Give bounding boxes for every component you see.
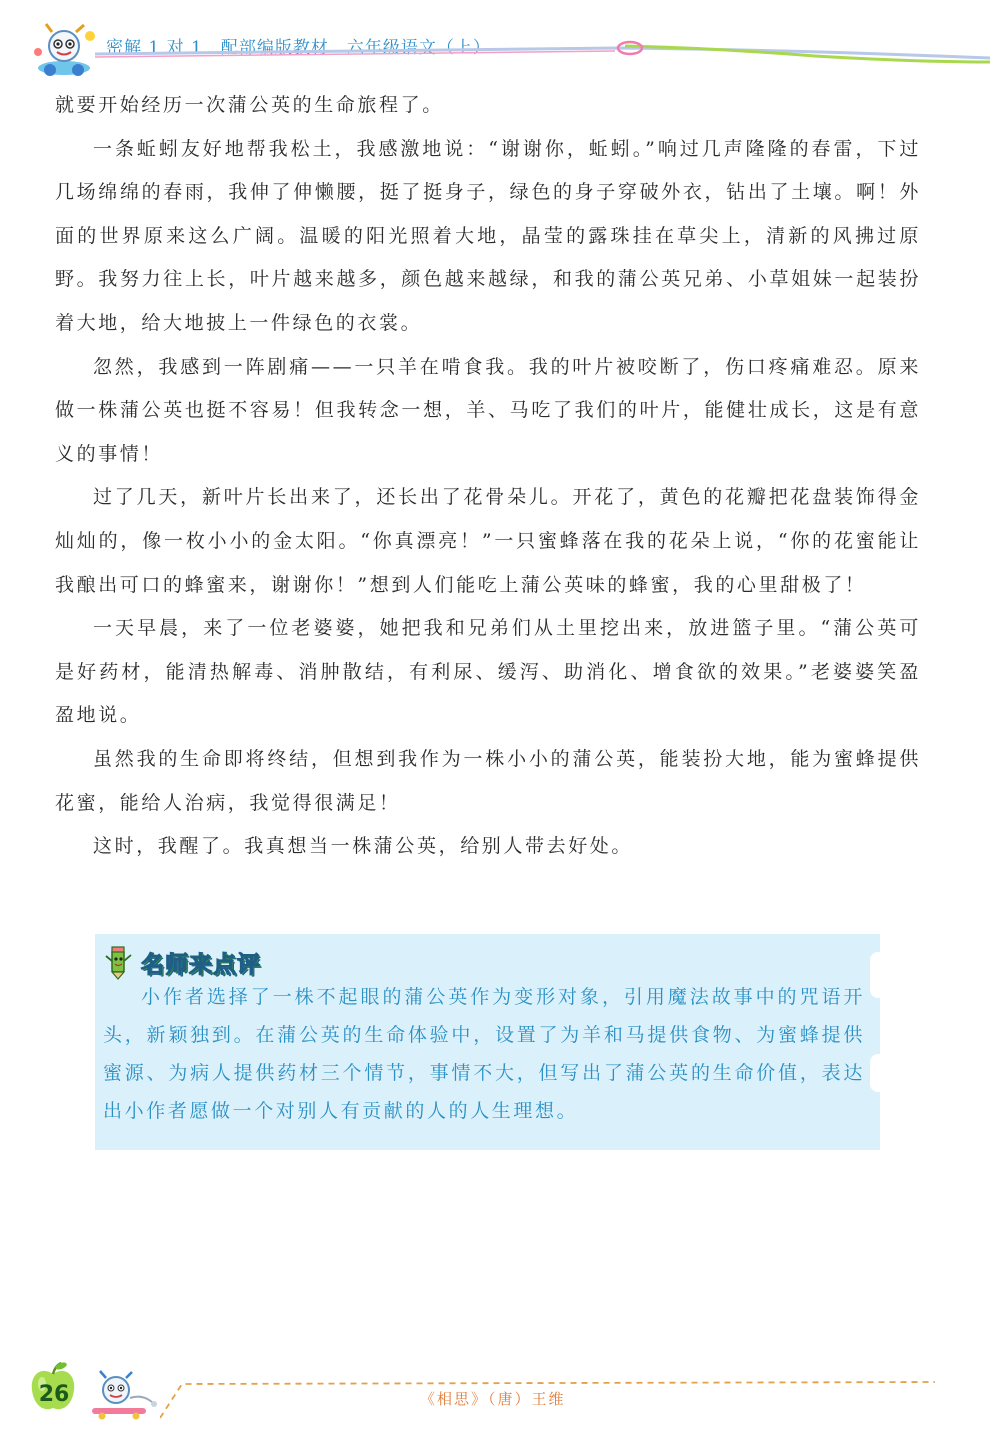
commentary-text: 小作者选择了一株不起眼的蒲公英作为变形对象，引用魔法故事中的咒语开头，新颖独到。在蒲公英的生命体验中，设置了为羊和马提供食物、为蜜蜂提供蜜源、为病人提供药材三个情节，事情不大，但写出了蒲公英的生命价值，表达出小作者愿做一个对别人有贡献的人的人生理想。 xyxy=(103,986,865,1122)
cartoon-mascot-icon xyxy=(30,22,102,78)
essay-paragraph: 一条蚯蚓友好地帮我松土，我感激地说：“谢谢你，蚯蚓。”响过几声隆隆的春雷，下过几场绵绵的春雨，我伸了伸懒腰，挺了挺身子，绿色的身子穿破外衣，钻出了土壤。啊！外面的世界原来这么广阔。温暖的阳光照着大地，晶莹的露珠挂在草尖上，清新的风拂过原野。我努力往上长，叶片越来越多，颜色越来越绿，和我的蒲公英兄弟、小草姐妹一起装扮着大地，给大地披上一件绿色的衣裳。 xyxy=(55,137,921,334)
book-series-title: 密解 1 对 1 配部编版教材 六年级语文（上） xyxy=(106,38,491,58)
teacher-commentary-box xyxy=(95,934,880,1150)
box-edge-notch xyxy=(870,1054,882,1092)
essay-paragraph: 虽然我的生命即将终结，但想到我作为一株小小的蒲公英，能装扮大地，能为蜜蜂提供花蜜，能给人治病，我觉得很满足！ xyxy=(55,747,921,814)
page-footer xyxy=(0,1350,990,1442)
essay-paragraph: 忽然，我感到一阵剧痛——一只羊在啃食我。我的叶片被咬断了，伤口疼痛难忍。原来做一株蒲公英也挺不容易！但我转念一想，羊、马吃了我们的叶片，能健壮成长，这是有意义的事情！ xyxy=(55,355,921,465)
essay-paragraph: 就要开始经历一次蒲公英的生命旅程了。 xyxy=(55,94,444,116)
pencil-character-icon xyxy=(103,944,135,980)
essay-paragraph: 过了几天，新叶片长出来了，还长出了花骨朵儿。开花了，黄色的花瓣把花盘装饰得金灿灿的，像一枚小小的金太阳。“你真漂亮！”一只蜜蜂落在我的花朵上说，“你的花蜜能让我酿出可口的蜂蜜来，谢谢你！”想到人们能吃上蒲公英味的蜂蜜，我的心里甜极了！ xyxy=(55,486,921,596)
box-edge-notch xyxy=(870,952,882,998)
mascot-on-skateboard-icon xyxy=(86,1368,160,1420)
essay-paragraph: 这时，我醒了。我真想当一株蒲公英，给别人带去好处。 xyxy=(93,835,634,858)
essay-paragraph: 一天早晨，来了一位老婆婆，她把我和兄弟们从土里挖出来，放进篮子里。“蒲公英可是好药材，能清热解毒、消肿散结，有利尿、缓泻、助消化、增食欲的效果。”老婆婆笑盈盈地说。 xyxy=(55,617,921,727)
page-number: 26 xyxy=(38,1382,70,1407)
commentary-title: 名师来点评 xyxy=(141,952,261,978)
page-header xyxy=(0,0,990,90)
essay-body xyxy=(55,84,921,869)
footer-poem-reference: 《相思》（唐）王维 xyxy=(420,1390,566,1408)
header-swoosh-line xyxy=(95,36,990,76)
